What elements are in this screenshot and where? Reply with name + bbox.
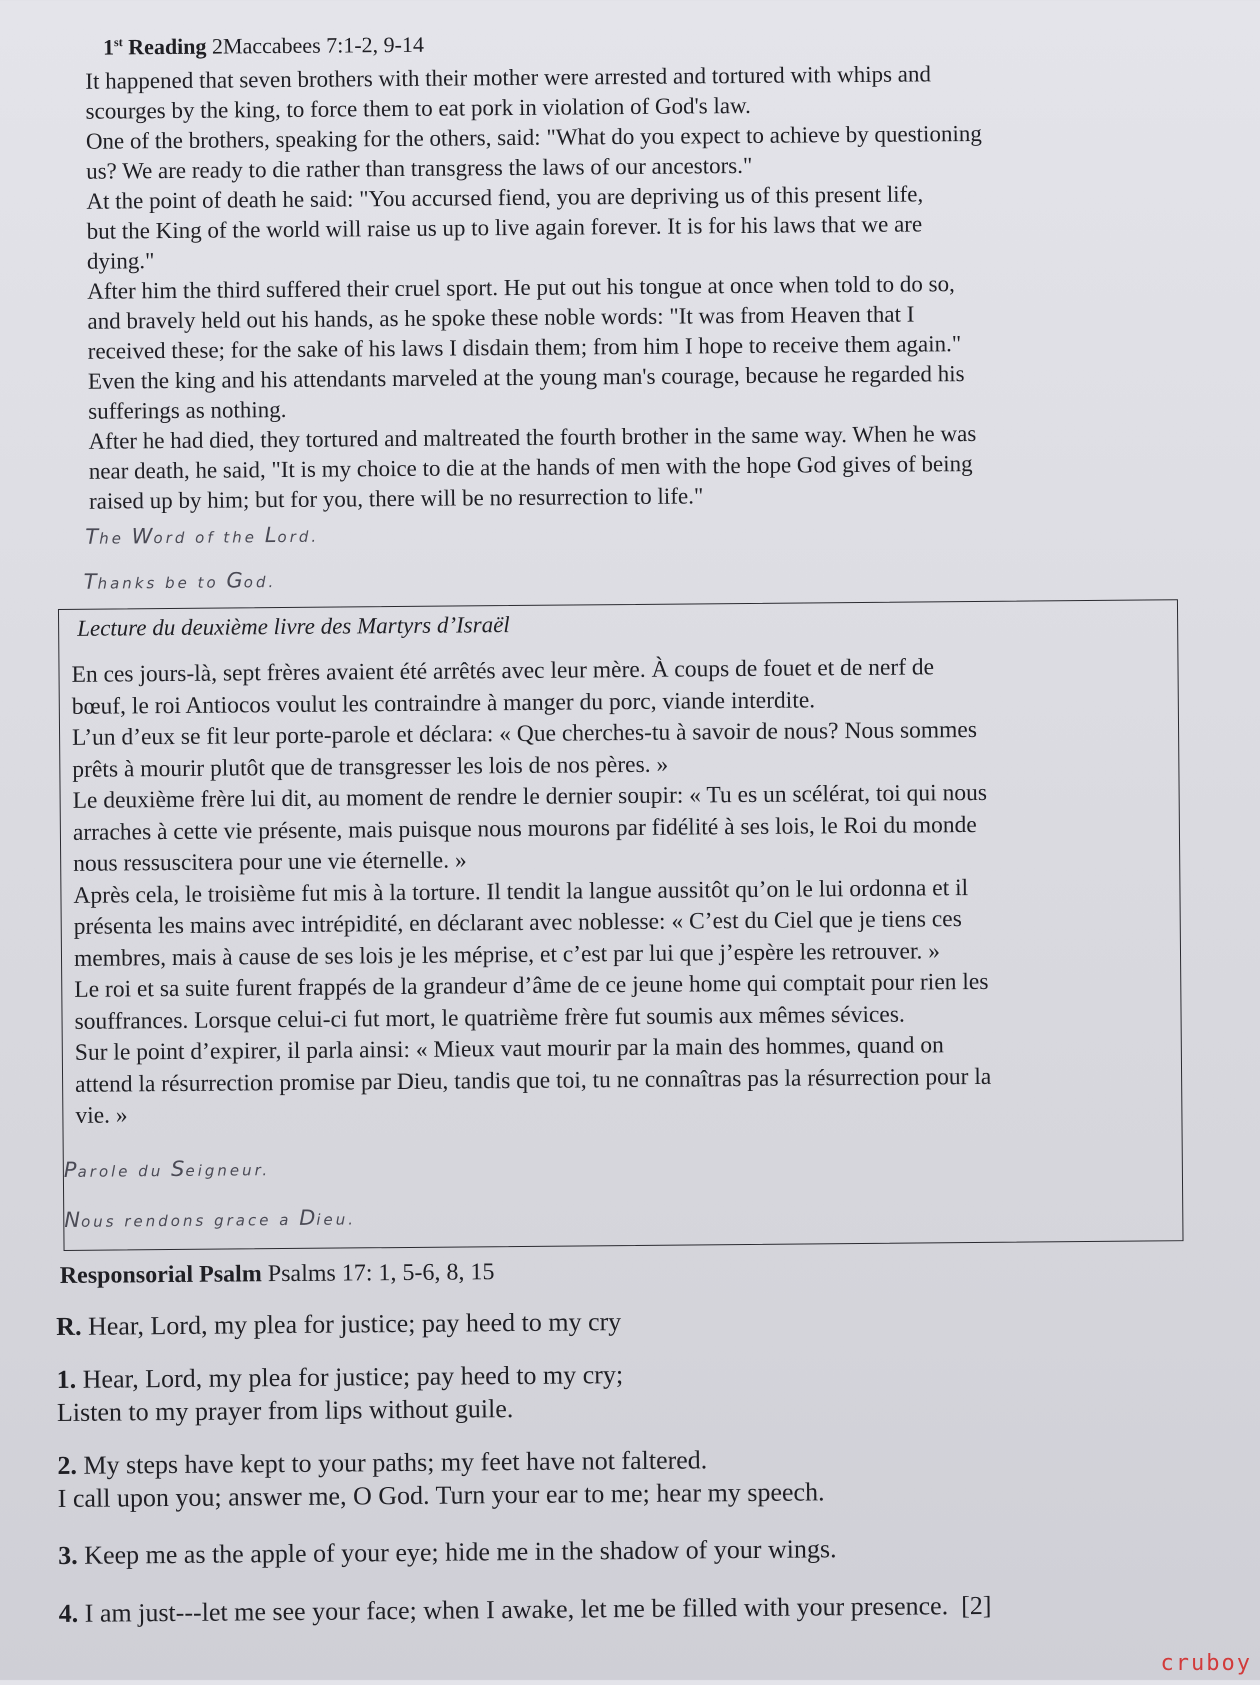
verse-number: 1. bbox=[56, 1364, 77, 1395]
verse-line: Keep me as the apple of your eye; hide me in the shadow of your wings. bbox=[84, 1534, 837, 1570]
text-line: scourges by the king, to force them to eat pork in violation of God's law. bbox=[85, 92, 751, 124]
acclamation-french: Parole du Seigneur. bbox=[63, 1156, 271, 1182]
verse-line: I call upon you; answer me, O God. Turn your ear to me; hear my speech. bbox=[57, 1477, 825, 1514]
verse-line: My steps have kept to your paths; my feet have not faltered. bbox=[83, 1445, 708, 1480]
text-line: Le deuxième frère lui dit, au moment de rendre le dernier soupir: « Tu es un scélérat, toi qui nous bbox=[72, 779, 988, 814]
text-line: membres, mais à cause de ses lois je les méprise, et c’est par lui que j’espère les retrouver. » bbox=[73, 937, 941, 972]
text-line: prêts à mourir plutôt que de transgresser les lois de nos pères. » bbox=[72, 751, 669, 783]
text-line: attend la résurrection promise par Dieu, tandis que toi, tu ne connaîtras pas la résurrection pour la bbox=[74, 1063, 992, 1098]
text-line: souffrances. Lorsque celui-ci fut mort, le quatrième frère fut soumis aux mêmes sévices. bbox=[74, 1001, 905, 1035]
page-marker: [2] bbox=[960, 1590, 992, 1621]
psalm-reference: Psalms 17: 1, 5-6, 8, 15 bbox=[267, 1259, 495, 1288]
text-line: sufferings as nothing. bbox=[88, 396, 287, 424]
refrain-marker: R. bbox=[56, 1311, 82, 1342]
reading-reference: 2Maccabees 7:1-2, 9-14 bbox=[211, 31, 425, 59]
text-line: After him the third suffered their cruel sport. He put out his tongue at once when told to do so, bbox=[87, 271, 955, 304]
text-line: At the point of death he said: "You accursed fiend, you are depriving us of this present life, bbox=[86, 181, 924, 214]
psalm-label: Responsorial Psalm bbox=[59, 1261, 262, 1289]
verse-line: Hear, Lord, my plea for justice; pay heed to my cry; bbox=[82, 1360, 624, 1394]
text-line: L’un d’eux se fit leur porte-parole et déclara: « Que cherches-tu à savoir de nous? Nous sommes bbox=[71, 716, 978, 751]
verse-number: 2. bbox=[57, 1450, 78, 1481]
french-text bbox=[71, 650, 1175, 1132]
text-line: but the King of the world will raise us up to live again forever. It is for his laws that we are bbox=[86, 211, 923, 244]
text-line: Even the king and his attendants marveled at the young man's courage, because he regarded his bbox=[87, 361, 965, 394]
text-line: raised up by him; but for you, there will be no resurrection to life." bbox=[88, 483, 704, 514]
text-line: One of the brothers, speaking for the others, said: "What do you expect to achieve by questioning bbox=[85, 120, 982, 154]
text-line: near death, he said, "It is my choice to die at the hands of men with the hope God gives of being bbox=[88, 450, 973, 484]
response-english: Thanks be to God. bbox=[83, 568, 277, 594]
text-line: Sur le point d’expirer, il parla ainsi: « Mieux vaut mourir par la main des hommes, quand on bbox=[74, 1032, 944, 1066]
verse-line: Listen to my prayer from lips without guile. bbox=[56, 1394, 514, 1428]
acclamation-english: The Word of the Lord. bbox=[85, 523, 320, 549]
text-line: En ces jours-là, sept frères avaient été arrêtés avec leur mère. À coups de fouet et de nerf de bbox=[71, 654, 935, 688]
reading1-heading bbox=[103, 32, 424, 61]
psalm-heading bbox=[60, 1259, 495, 1290]
text-line: and bravely held out his hands, as he spoke these noble words: "It was from Heaven that I bbox=[87, 301, 915, 334]
text-line: nous ressuscitera pour une vie éternelle. » bbox=[73, 847, 467, 877]
psalm-verse bbox=[59, 1589, 992, 1630]
text-line: us? We are ready to die rather than transgress the laws of our ancestors." bbox=[86, 152, 753, 184]
text-line: After he had died, they tortured and maltreated the fourth brother in the same way. When he was bbox=[88, 420, 977, 454]
text-line: Le roi et sa suite furent frappés de la grandeur d’âme de ce jeune home qui comptait pour rien les bbox=[74, 968, 989, 1003]
french-title: Lecture du deuxième livre des Martyrs d’Israël bbox=[77, 612, 510, 641]
reading-ordinal-suffix: st bbox=[113, 35, 123, 50]
watermark: cruboy bbox=[1160, 1651, 1252, 1676]
text-line: arraches à cette vie présente, mais puisque nous mourons par fidélité à ses lois, le Roi du monde bbox=[72, 811, 977, 846]
text-line: received these; for the sake of his laws I disdain them; from him I hope to receive them again." bbox=[87, 331, 962, 364]
verse-number: 4. bbox=[58, 1598, 79, 1629]
refrain-text: Hear, Lord, my plea for justice; pay heed to my cry bbox=[87, 1307, 622, 1341]
text-line: bœuf, le roi Antiocos voulut les contraindre à manger du porc, viande interdite. bbox=[71, 686, 816, 720]
psalm-refrain bbox=[56, 1305, 621, 1343]
french-reading-box bbox=[58, 599, 1184, 1251]
psalm-verse bbox=[58, 1532, 837, 1572]
text-line: vie. » bbox=[75, 1102, 128, 1129]
text-line: Après cela, le troisième fut mis à la torture. Il tendit la langue aussitôt qu’on le lui ordonna et il bbox=[73, 874, 969, 909]
reading-ordinal: 1 bbox=[102, 34, 115, 60]
verse-line: I am just---let me see your face; when I awake, let me be filled with your presence. bbox=[84, 1591, 949, 1628]
verse-number: 3. bbox=[58, 1540, 78, 1571]
text-line: présenta les mains avec intrépidité, en déclarant avec noblesse: « C’est du Ciel que je tiens ces bbox=[73, 906, 962, 940]
text-line: dying." bbox=[86, 248, 155, 274]
response-french: Nous rendons grace a Dieu. bbox=[64, 1205, 357, 1232]
reading1-text bbox=[85, 57, 1149, 516]
text-line: It happened that seven brothers with their mother were arrested and tortured with whips and bbox=[85, 61, 932, 94]
psalm-verse bbox=[57, 1358, 624, 1429]
psalm-verse bbox=[57, 1442, 824, 1515]
reading-label: Reading bbox=[128, 33, 207, 60]
